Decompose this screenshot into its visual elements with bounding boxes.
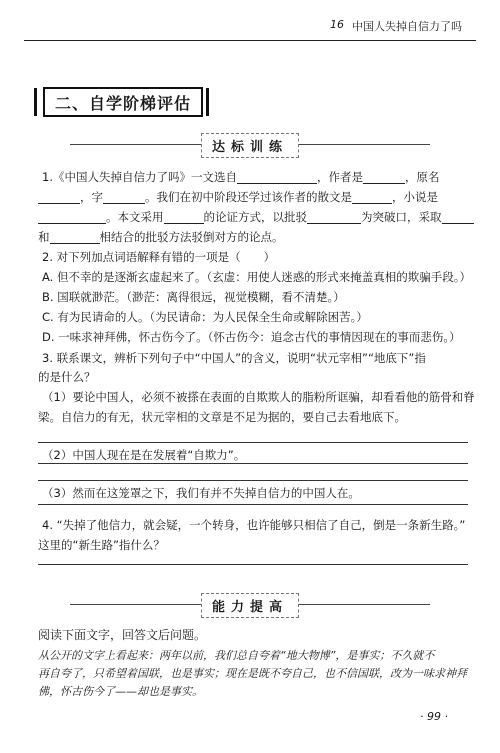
header-title: 中国人失掉自信力了吗 — [352, 20, 462, 33]
answer-line[interactable] — [38, 480, 468, 481]
subheading-ability — [0, 593, 500, 617]
reading-line-1: 从公开的文字上看起来：两年以前，我们总自夸着“地大物博”，是事实；不久就不 — [38, 649, 435, 662]
answer-blank[interactable] — [442, 212, 474, 224]
q2-option-c[interactable]: C. 有为民请命的人。（为民请命：为人民保全生命或解除困苦。） — [42, 310, 368, 324]
q3-sentence-1a: （1）要论中国人，必须不被搽在表面的自欺欺人的脂粉所诓骗，却看看他的筋骨和脊 — [42, 390, 475, 404]
q3-stem-2: 的是什么？ — [38, 370, 96, 384]
header-page-number: 16 — [330, 18, 344, 31]
answer-blank[interactable] — [237, 172, 317, 184]
q3-sentence-2: （2）中国人现在是在发展着“自欺力”。 — [42, 448, 246, 462]
q4-stem-2: 这里的“新生路”指什么？ — [38, 538, 165, 552]
q3-sentence-3: （3）然而在这笼罩之下，我们有并不失掉自信力的中国人在。 — [42, 486, 360, 500]
answer-line[interactable] — [38, 463, 468, 464]
reading-line-2: 再自夸了，只希望着国联，也是事实；现在是既不夸自己，也不信国联，改为一味求神拜 — [38, 667, 467, 680]
answer-blank[interactable] — [363, 172, 405, 184]
reading-line-3: 佛，怀古伤今了——却也是事实。 — [38, 685, 203, 698]
subheading-label: 能力提高 — [201, 593, 299, 618]
answer-line[interactable] — [38, 504, 468, 505]
section-bar-left — [34, 88, 37, 116]
footer-page-number: · 99 · — [420, 710, 448, 723]
answer-line[interactable] — [38, 442, 468, 443]
answer-line[interactable] — [38, 564, 468, 565]
answer-blank[interactable] — [38, 212, 106, 224]
answer-blank[interactable] — [50, 232, 100, 244]
q2-stem: 2. 对下列加点词语解释有错的一项是（ ） — [42, 250, 276, 264]
subheading-label: 达标训练 — [201, 133, 299, 158]
answer-blank[interactable] — [103, 192, 145, 204]
answer-blank[interactable] — [307, 212, 361, 224]
q2-option-a[interactable]: A. 但不幸的是逐渐玄虚起来了。（玄虚：用使人迷惑的形式来掩盖真相的欺骗手段。） — [42, 270, 471, 284]
answer-blank[interactable] — [38, 192, 80, 204]
q1-line-3: 。本文采用 的论证方式，以批驳 为突破口，采取 — [38, 210, 466, 224]
q1-line-1: 1.《中国人失掉自信力了吗》一文选自 ，作者是 ，原名 — [42, 170, 440, 184]
answer-blank[interactable] — [352, 192, 392, 204]
q1-line-4: 和 相结合的批驳方法驳倒对方的论点。 — [38, 230, 284, 244]
q1-line-2: ，字 。我们在初中阶段还学过该作者的散文是 ，小说是 — [38, 190, 466, 204]
section-heading — [34, 86, 212, 118]
section-title: 二、自学阶梯评估 — [43, 87, 203, 117]
subheading-practice — [0, 133, 500, 157]
reading-intro: 阅读下面文字，回答文后问题。 — [38, 628, 207, 642]
q2-option-b[interactable]: B. 国联就渺茫。（渺茫：离得很远，视觉模糊，看不清楚。） — [42, 290, 345, 304]
answer-blank[interactable] — [164, 212, 204, 224]
header-rule — [24, 40, 476, 41]
q3-stem-1: 3. 联系课文，辨析下列句子中“中国人”的含义，说明“状元宰相”“地底下”指 — [42, 351, 426, 365]
q4-stem-1: 4. “失掉了他信力，就会疑，一个转身，也许能够只相信了自己，倒是一条新生路。” — [42, 518, 466, 532]
q3-sentence-1b: 梁。自信力的有无，状元宰相的文章是不足为据的，要自己去看地底下。 — [38, 410, 406, 424]
page-header — [0, 0, 500, 44]
q2-option-d[interactable]: D. 一味求神拜佛，怀古伤今了。（怀古伤今：追念古代的事情因现在的事而悲伤。） — [42, 330, 461, 344]
section-bar-right — [206, 88, 209, 116]
